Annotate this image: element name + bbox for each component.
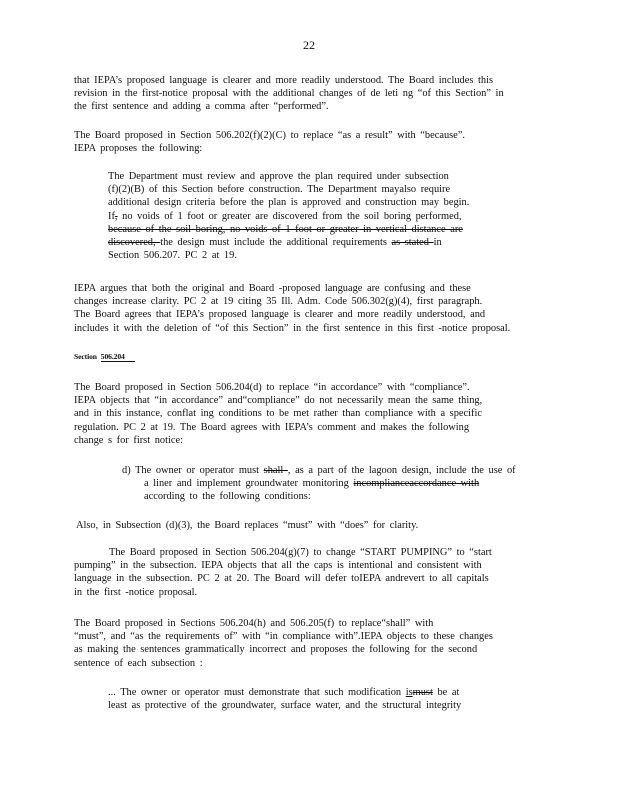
quote-text: be at [432,687,460,698]
text-line: IEPA objects that “in accordance” and“compliance” do not necessarily mean the same thing, [74,395,483,407]
text-line: revision in the first-notice proposal with the additional changes of de leti ng “of this Section” in [74,88,504,100]
inserted-text: If [108,210,115,222]
text-line: The Board proposed in Section 506.202(f)(2)(C) to replace “as a result” with “because”. [74,130,466,141]
text-line: as making the sentences grammatically incorrect and proposes the following for the second [74,644,478,656]
text-line: change s for first notice: [74,434,183,446]
quote-text: , as a part of the lagoon design, include the use of [287,465,516,476]
paragraph-intro [74,74,504,114]
text-line: sentence of each subsection : [74,657,203,669]
text-line: The Board agrees that IEPA’s proposed language is clearer and more readily understood, and [74,309,486,321]
paragraph-start-pumping [74,546,492,599]
paragraph-iepa-argues [74,282,510,335]
quote-line [108,210,469,223]
paragraph-subsection-d3 [76,519,418,532]
quote-line: Section 506.207. PC 2 at 19. [108,250,237,262]
quote-line [108,223,469,236]
text-line: pumping” in the subsection. IEPA objects that all the caps is intentional and consistent with [74,560,482,572]
paragraph-506-202 [74,129,465,155]
quote-text: d) The owner or operator must [122,465,264,476]
quote-line: (f)(2)(B) of this Section before construction. The Department mayalso require [108,184,451,196]
quote-line: least as protective of the groundwater, surface water, and the structural integrity [108,700,462,712]
deleted-text: discovered, [108,237,161,249]
quote-line [108,686,461,699]
deleted-text: must [412,687,433,698]
paragraph-506-204-d [74,381,482,447]
deleted-text: incomplianceaccordance with [353,478,480,490]
quote-block-proposed-language [108,170,469,262]
quote-line [108,236,469,249]
quote-block-modification [108,686,461,712]
quote-line [122,477,516,490]
text-line: in the first -notice proposal. [74,586,198,598]
paragraph-506-204-h [74,617,493,670]
deleted-text: because of the soil boring, no voids of 1 foot or greater in vertical distance are [108,223,463,235]
deleted-text: shall [263,465,288,476]
text-line: language in the subsection. PC 2 at 20. The Board will defer toIEPA andrevert to all capitals [74,573,489,585]
text-line: The Board proposed in Section 506.204(g)(7) to change “START PUMPING” to “start [109,547,492,558]
text-line: changes increase clarity. PC 2 at 19 citing 35 Ill. Adm. Code 506.302(g)(4), first paragraph. [74,296,483,308]
text-line: includes it with the deletion of “of this Section” in the first sentence in this first -notice proposal. [74,322,511,334]
quote-text: no voids of 1 foot or greater are discovered from the soil boring performed, [117,210,462,222]
text-line: IEPA argues that both the original and Board -proposed language are confusing and these [74,283,471,294]
quote-line [122,464,516,477]
section-heading-word: Section [74,352,97,361]
section-heading-number: 506.204 [101,352,135,362]
page-number: 22 [303,38,315,52]
text-line: regulation. PC 2 at 19. The Board agrees with IEPA’s comment and makes the following [74,421,470,433]
text-line: The Board proposed in Section 506.204(d) to replace “in accordance” with “compliance”. [74,382,470,393]
deleted-text: as stated [391,237,434,249]
text-line: and in this instance, conflat ing conditions to be met rather than compliance with a specific [74,408,482,420]
text-line: The Board proposed in Sections 506.204(h) and 506.205(f) to replace“shall” with [74,618,434,629]
quote-line: additional design criteria before the plan is approved and construction may begin. [108,197,470,209]
quote-text: a liner and implement groundwater monitoring [144,478,354,490]
text-line: “must”, and “as the requirements of” with “in compliance with”.IEPA objects to these changes [74,631,493,643]
quote-block-subsection-d [122,464,516,504]
quote-text: the design must include the additional requirements [160,237,392,249]
text-line: IEPA proposes the following: [74,143,203,155]
quote-line: according to the following conditions: [144,491,311,503]
deleted-text: , [114,210,118,222]
text-line: the first sentence and adding a comma after “performed”. [74,101,329,113]
text-line: that IEPA’s proposed language is clearer and more readily understood. The Board includes this [74,75,494,86]
inserted-text: is [405,687,413,698]
section-heading [74,352,135,362]
quote-text: ... The owner or operator must demonstrate that such modification [108,687,406,698]
quote-line: The Department must review and approve the plan required under subsection [108,171,449,182]
quote-text: in [433,237,442,249]
text-line: Also, in Subsection (d)(3), the Board replaces “must” with “does” for clarity. [76,520,419,531]
